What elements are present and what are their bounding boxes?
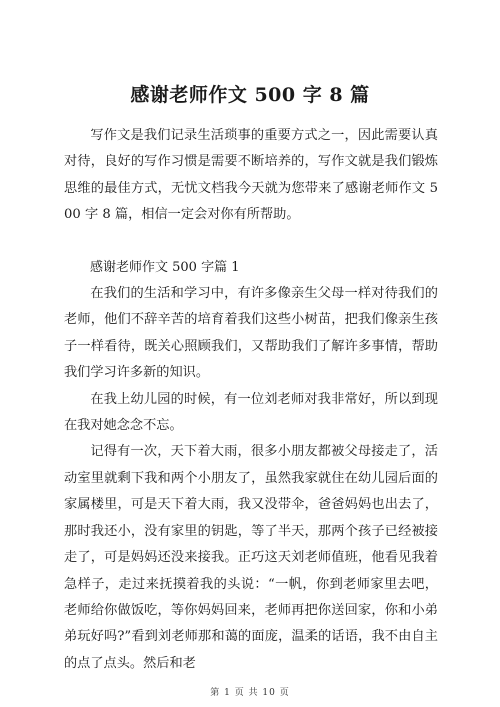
body-paragraph-3: 记得有一次，天下着大雨，很多小朋友都被父母接走了，活动室里就剩下我和两个小朋友了，虽然我家就住在幼儿园后面的家属楼里，可是天下着大雨，我又没带伞，爸爸妈妈也出去了，那时我还小，没有家里的钥匙，等了半天，那两个孩子已经被接走了，可是妈妈还没来接我。正巧这天刘老师值班，他看见我着急样子，走过来抚摸着我的头说：“一帆，你到老师家里去吧，老师给你做饭吃，等你妈妈回来，老师再把你送回家，你和小弟弟玩好吗?”看到刘老师那和蔼的面庞，温柔的话语，我不由自主的点了点头。然后和老 [64,444,438,671]
body-paragraph-1: 在我们的生活和学习中，有许多像亲生父母一样对待我们的老师，他们不辞辛苦的培育着我们这些小树苗，把我们像亲生孩子一样看待，既关心照顾我们，又帮助我们了解许多事情，帮助我们学习许多新的知识。 [64,286,438,381]
page-footer: 第 1 页 共 10 页 [210,688,290,698]
body-paragraph-2: 在我上幼儿园的时候，有一位刘老师对我非常好，所以到现在我对她念念不忘。 [64,391,438,434]
document-body [64,123,438,677]
section-title: 感谢老师作文 500 字篇 1 [90,259,240,275]
page-title: 感谢老师作文 500 字 8 篇 [130,84,370,106]
intro-paragraph: 写作文是我们记录生活琐事的重要方式之一，因此需要认真对待，良好的写作习惯是需要不断培养的，写作文就是我们锻炼思维的最佳方式，无忧文档我今天就为您带来了感谢老师作文 500 字 8 篇，相信一定会对你有所帮助。 [64,128,438,223]
